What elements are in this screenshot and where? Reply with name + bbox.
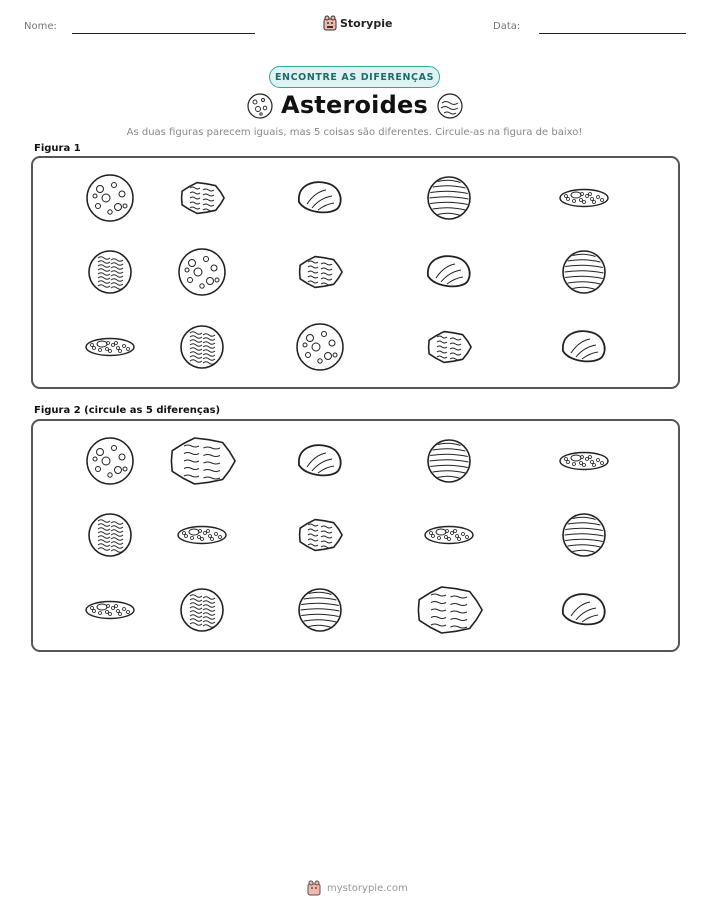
name-line[interactable]	[72, 33, 255, 34]
asteroid-round-sponge[interactable]	[181, 326, 223, 368]
asteroid-big-lumpy[interactable]	[171, 438, 235, 484]
storypie-mascot-icon	[307, 880, 321, 896]
asteroid-round-sponge[interactable]	[181, 589, 223, 631]
asteroid-flat[interactable]	[86, 602, 134, 619]
asteroid-smooth[interactable]	[428, 256, 470, 286]
figure2-canvas[interactable]	[33, 421, 682, 654]
asteroid-lumpy[interactable]	[182, 183, 225, 214]
asteroid-flat[interactable]	[86, 339, 134, 356]
figure1-label: Figura 1	[34, 143, 81, 154]
instructions: As duas figuras parecem iguais, mas 5 coisas são diferentes. Circule-as na figura de baixo!	[126, 127, 583, 138]
asteroid-cratered[interactable]	[297, 324, 343, 370]
name-label: Nome:	[24, 21, 57, 32]
asteroid-striped[interactable]	[563, 251, 605, 293]
brand-name: Storypie	[340, 16, 393, 30]
asteroid-right-icon	[436, 92, 464, 120]
asteroid-lumpy[interactable]	[300, 257, 343, 288]
footer	[307, 880, 408, 896]
asteroid-round-sponge[interactable]	[89, 251, 131, 293]
asteroid-smooth[interactable]	[299, 182, 341, 212]
asteroid-round-sponge[interactable]	[89, 514, 131, 556]
asteroid-smooth[interactable]	[563, 331, 605, 361]
storypie-logo	[323, 14, 392, 32]
asteroid-smooth[interactable]	[563, 594, 605, 624]
asteroid-striped[interactable]	[428, 177, 470, 219]
date-line[interactable]	[539, 33, 686, 34]
asteroid-striped[interactable]	[299, 589, 341, 631]
asteroid-cratered[interactable]	[87, 175, 133, 221]
figure2-panel[interactable]	[31, 419, 680, 652]
figure2-label: Figura 2 (circule as 5 diferenças)	[34, 405, 221, 416]
asteroid-flat[interactable]	[425, 527, 473, 544]
page-title: Asteroides	[281, 91, 428, 119]
date-label: Data:	[493, 21, 521, 32]
figure1-panel[interactable]	[31, 156, 680, 389]
asteroid-flat[interactable]	[560, 190, 608, 207]
asteroid-striped[interactable]	[428, 440, 470, 482]
activity-badge: ENCONTRE AS DIFERENÇAS	[269, 66, 440, 88]
asteroid-flat[interactable]	[178, 527, 226, 544]
footer-url: mystorypie.com	[327, 882, 408, 894]
asteroid-smooth[interactable]	[299, 445, 341, 475]
asteroid-lumpy[interactable]	[300, 520, 343, 551]
asteroid-cratered[interactable]	[179, 249, 225, 295]
asteroid-cratered[interactable]	[87, 438, 133, 484]
asteroid-flat[interactable]	[560, 453, 608, 470]
figure1-canvas[interactable]	[33, 158, 682, 391]
asteroid-big-lumpy[interactable]	[418, 587, 482, 633]
asteroid-striped[interactable]	[563, 514, 605, 556]
storypie-mascot-icon	[323, 15, 337, 31]
asteroid-lumpy[interactable]	[429, 332, 472, 363]
